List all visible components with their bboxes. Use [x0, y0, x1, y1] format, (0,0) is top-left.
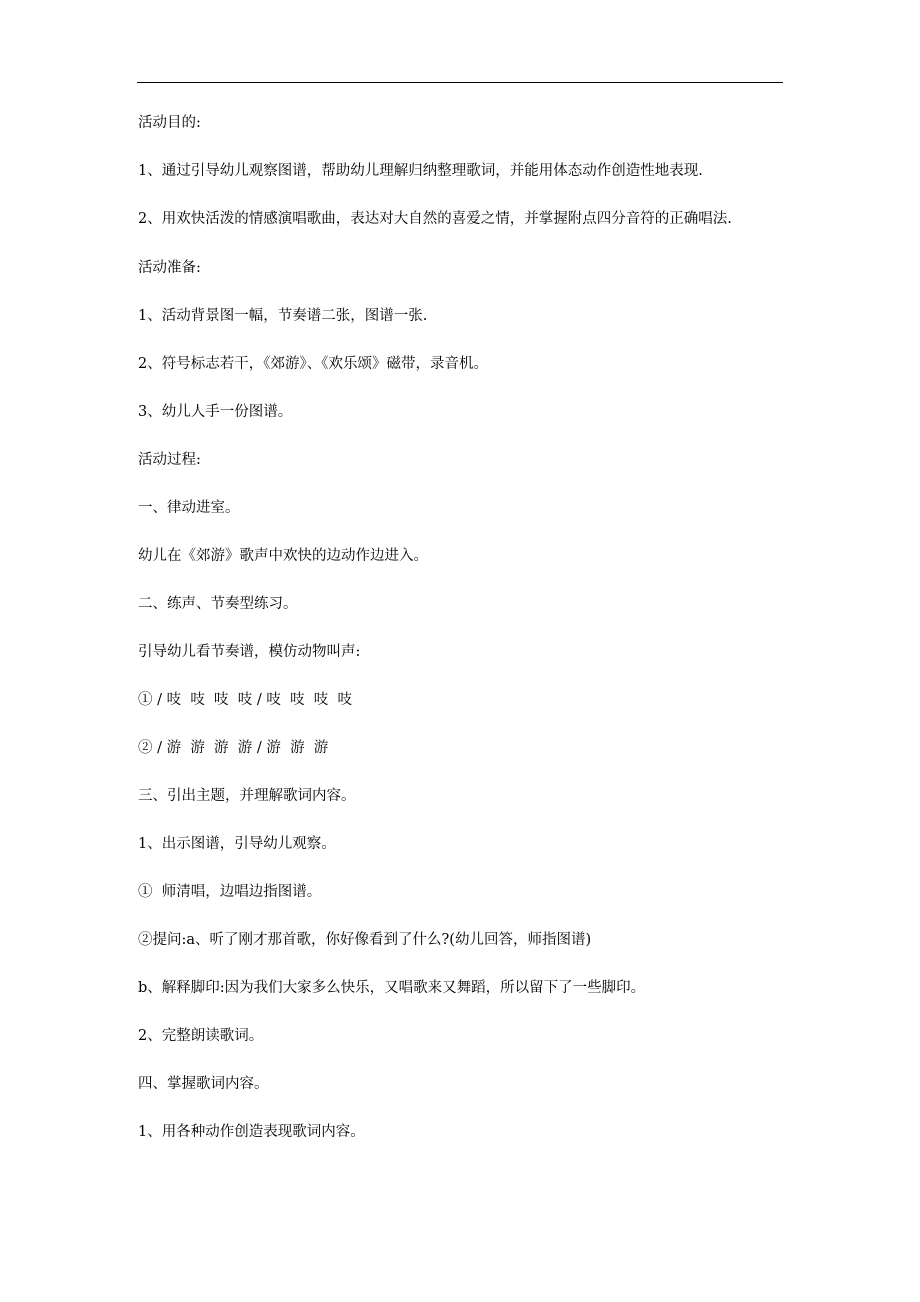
heading-activity-goals: 活动目的: — [138, 115, 201, 131]
preparation-item-1: 1、活动背景图一幅，节奏谱二张，图谱一张. — [138, 308, 428, 324]
rhythm-line-1: ① / 吱 吱 吱 吱 / 吱 吱 吱 吱 — [138, 692, 353, 708]
heading-activity-preparation: 活动准备: — [138, 260, 201, 276]
section-4-title: 四、掌握歌词内容。 — [138, 1076, 269, 1092]
goal-item-1: 1、通过引导幼儿观察图谱，帮助幼儿理解归纳整理歌词，并能用体态动作创造性地表现. — [138, 163, 703, 179]
section-3-item-1: 1、出示图谱，引导幼儿观察。 — [138, 836, 336, 852]
section-3-title: 三、引出主题，并理解歌词内容。 — [138, 788, 356, 804]
goal-item-2: 2、用欢快活泼的情感演唱歌曲，表达对大自然的喜爱之情，并掌握附点四分音符的正确唱法. — [138, 211, 732, 227]
section-2-title: 二、练声、节奏型练习。 — [138, 596, 298, 612]
section-2-text: 引导幼儿看节奏谱，模仿动物叫声: — [138, 644, 361, 660]
preparation-item-3: 3、幼儿人手一份图谱。 — [138, 404, 293, 420]
section-3-item-2: 2、完整朗读歌词。 — [138, 1028, 264, 1044]
rhythm-line-2: ② / 游 游 游 游 / 游 游 游 — [138, 740, 329, 756]
document-body — [138, 112, 784, 1169]
section-3-step-1: ① 师清唱，边唱边指图谱。 — [138, 884, 322, 900]
section-1-text: 幼儿在《郊游》歌声中欢快的边动作边进入。 — [138, 548, 428, 564]
section-1-title: 一、律动进室。 — [138, 500, 240, 516]
section-4-item-1: 1、用各种动作创造表现歌词内容。 — [138, 1124, 365, 1140]
heading-activity-process: 活动过程: — [138, 452, 201, 468]
header-rule — [137, 82, 783, 83]
section-3-step-b: b、解释脚印:因为我们大家多么快乐，又唱歌来又舞蹈，所以留下了一些脚印。 — [138, 980, 646, 996]
section-3-step-2: ②提问:a、听了刚才那首歌，你好像看到了什么?(幼儿回答，师指图谱) — [138, 932, 592, 948]
preparation-item-2: 2、符号标志若干，《郊游》、《欢乐颂》磁带，录音机。 — [138, 356, 488, 372]
